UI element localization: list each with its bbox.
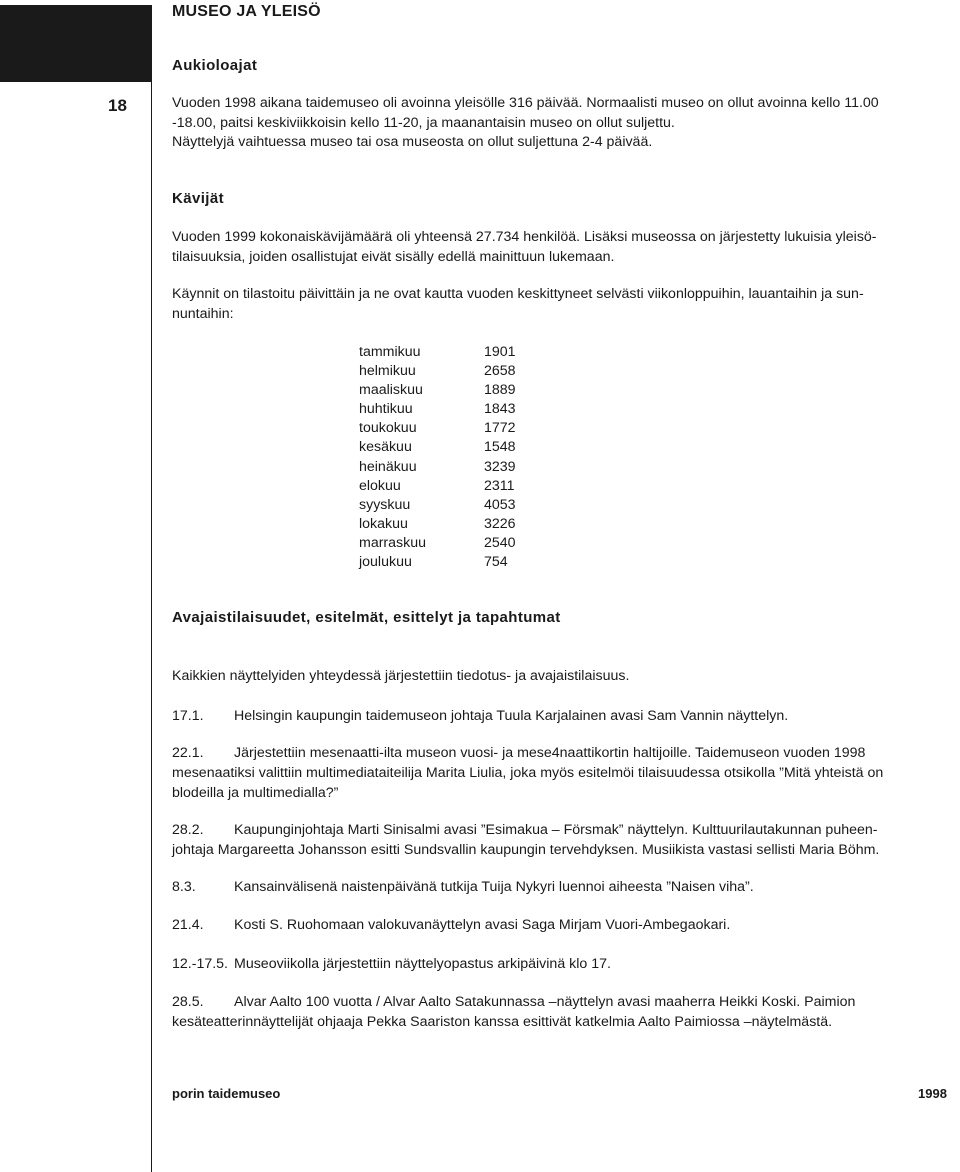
table-row: [359, 343, 516, 362]
event-date: 22.1.: [172, 745, 204, 761]
visitors-paragraph-2: [172, 285, 958, 324]
month-name: helmikuu: [359, 363, 416, 380]
month-count: 1843: [484, 401, 516, 418]
table-row: [359, 419, 516, 438]
event-text: Kaupunginjohtaja Marti Sinisalmi avasi ”Esimakua – Försmak” näyttelyn. Kulttuurilautakunnan puheen-: [234, 822, 878, 838]
month-count: 4053: [484, 496, 516, 513]
event-date: 21.4.: [172, 917, 204, 933]
month-count: 754: [484, 554, 508, 571]
event-date: 17.1.: [172, 708, 204, 724]
monthly-visits-table: [359, 343, 516, 572]
header-black-block: [0, 5, 152, 82]
month-count: 2658: [484, 363, 516, 380]
table-row: [359, 477, 516, 496]
event-date: 28.2.: [172, 822, 204, 838]
event-item: [172, 877, 960, 897]
month-count: 1548: [484, 439, 516, 456]
table-row: [359, 381, 516, 400]
month-name: heinäkuu: [359, 458, 417, 475]
month-count: 1901: [484, 344, 516, 360]
event-text: Alvar Aalto 100 vuotta / Alvar Aalto Satakunnassa –näyttelyn avasi maaherra Heikki Koski. Paimion: [234, 994, 856, 1010]
event-date: 8.3.: [172, 879, 196, 895]
event-text: Kosti S. Ruohomaan valokuvanäyttelyn avasi Saga Mirjam Vuori-Ambegaokari.: [234, 917, 731, 933]
text-line: Vuoden 1999 kokonaiskävijämäärä oli yhteensä 27.734 henkilöä. Lisäksi museossa on järjestetty lukuisia yleisö-: [172, 229, 877, 245]
month-count: 3226: [484, 515, 516, 532]
heading-events: Avajaistilaisuudet, esitelmät, esittelyt ja tapahtumat: [172, 609, 561, 626]
visitors-paragraph-1: [172, 228, 958, 267]
text-line: tilaisuuksia, joiden osallistujat eivät sisälly edellä mainittuun lukemaan.: [172, 248, 615, 265]
table-row: [359, 458, 516, 477]
event-item: [172, 820, 960, 860]
month-name: kesäkuu: [359, 439, 412, 456]
table-row: [359, 400, 516, 419]
table-row: [359, 553, 516, 572]
event-item: [172, 954, 960, 974]
month-count: 1772: [484, 420, 516, 437]
table-row: [359, 362, 516, 381]
month-name: marraskuu: [359, 534, 427, 551]
month-count: 1889: [484, 382, 516, 399]
opening-hours-paragraph: [172, 94, 958, 153]
heading-opening-hours: Aukioloajat: [172, 57, 258, 74]
event-item: [172, 915, 960, 935]
event-item: [172, 992, 960, 1032]
month-name: syyskuu: [359, 496, 411, 513]
month-count: 3239: [484, 458, 516, 475]
page-number: 18: [108, 96, 127, 115]
text-line: Näyttelyjä vaihtuessa museo tai osa museosta on ollut suljettuna 2-4 päivää.: [172, 134, 653, 150]
month-count: 2311: [484, 477, 515, 494]
month-count: 2540: [484, 534, 516, 551]
table-row: [359, 438, 516, 457]
margin-rule: [151, 82, 152, 1172]
month-name: joulukuu: [359, 554, 412, 571]
table-row: [359, 515, 516, 534]
table-row: [359, 496, 516, 515]
event-text: kesäteatterinnäyttelijät ohjaaja Pekka Saariston kanssa esittivät katkelmia Aalto Paimiossa –näytelmästä.: [172, 1014, 833, 1030]
event-text: Helsingin kaupungin taidemuseon johtaja Tuula Karjalainen avasi Sam Vannin näyttelyn.: [234, 708, 789, 724]
event-text: mesenaatiksi valittiin multimediataiteilija Marita Liulia, joka myös esitelmöi tilaisuudessa otsikolla ”Mitä yhteistä on: [172, 765, 884, 781]
event-date: 12.-17.5.: [172, 956, 229, 972]
footer-year: 1998: [918, 1086, 947, 1101]
event-text: Kansainvälisenä naistenpäivänä tutkija Tuija Nykyri luennoi aiheesta ”Naisen viha”.: [234, 879, 754, 895]
month-name: maaliskuu: [359, 382, 423, 399]
event-text: johtaja Margareetta Johansson esitti Sundsvallin kaupungin tervehdyksen. Musiikista vastasi sellisti Maria Böhm.: [172, 842, 880, 858]
month-name: tammikuu: [359, 344, 421, 360]
event-text: Järjestettiin mesenaatti-ilta museon vuosi- ja mese4naattikortin haltijoille. Taidemuseon vuoden 1998: [234, 745, 866, 761]
table-row: [359, 534, 516, 553]
text-line: Vuoden 1998 aikana taidemuseo oli avoinna yleisölle 316 päivää. Normaalisti museo on ollut avoinna kello 11.00: [172, 95, 879, 111]
month-name: elokuu: [359, 477, 401, 494]
month-name: lokakuu: [359, 515, 408, 532]
event-text: Museoviikolla järjestettiin näyttelyopastus arkipäivinä klo 17.: [234, 956, 611, 972]
events-intro: Kaikkien näyttelyiden yhteydessä järjestettiin tiedotus- ja avajaistilaisuus.: [172, 668, 630, 684]
event-item: [172, 706, 960, 726]
footer-publisher: porin taidemuseo: [172, 1086, 281, 1101]
page-header-title: MUSEO JA YLEISÖ: [172, 3, 321, 20]
event-date: 28.5.: [172, 994, 204, 1010]
month-name: huhtikuu: [359, 401, 413, 418]
text-line: Käynnit on tilastoitu päivittäin ja ne ovat kautta vuoden keskittyneet selvästi viikonloppuihin, lauantaihin ja sun-: [172, 286, 864, 302]
text-line: -18.00, paitsi keskiviikkoisin kello 11-20, ja maanantaisin museo on ollut suljettu.: [172, 114, 675, 131]
event-item: [172, 743, 960, 803]
text-line: nuntaihin:: [172, 305, 234, 322]
heading-visitors: Kävijät: [172, 190, 224, 207]
month-name: toukokuu: [359, 420, 417, 437]
event-text: blodeilla ja multimedialla?”: [172, 785, 339, 801]
